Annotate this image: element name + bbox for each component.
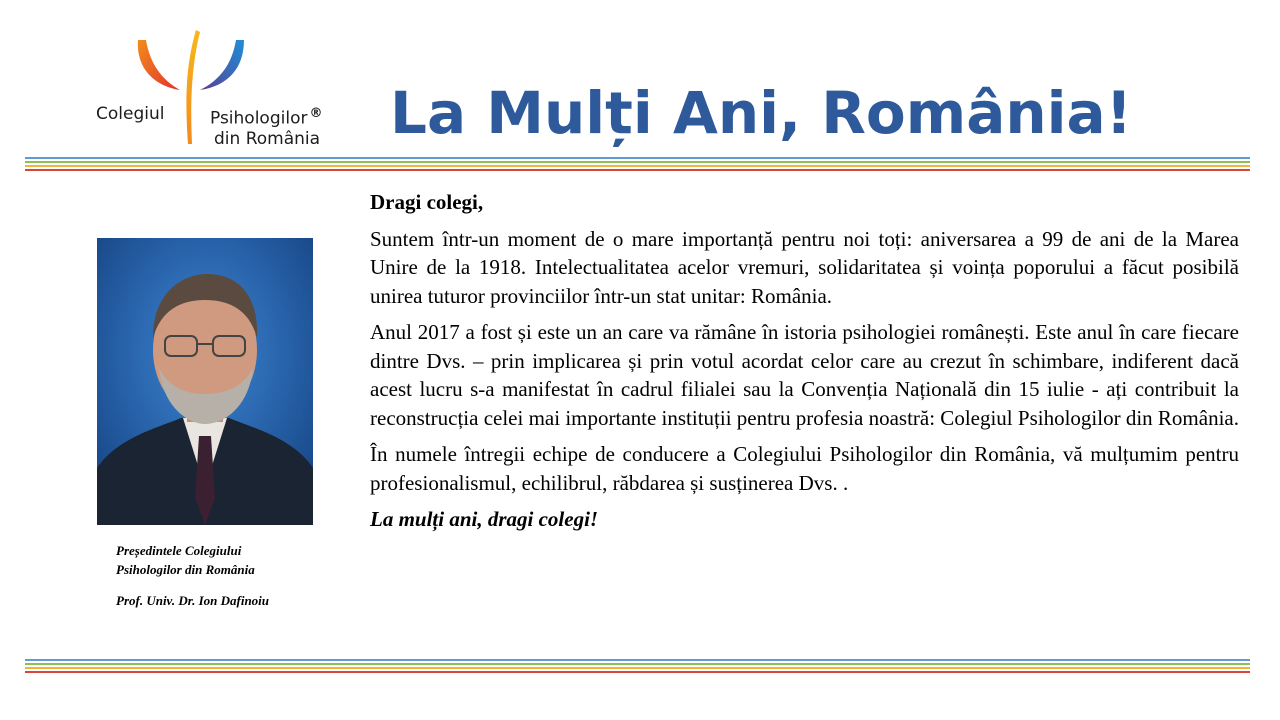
- letter-closing: La mulți ani, dragi colegi!: [370, 507, 599, 531]
- stripe-red: [25, 169, 1250, 171]
- letter-greeting: Dragi colegi,: [370, 190, 484, 214]
- top-divider: [25, 157, 1250, 173]
- caption-line1: Președintele Colegiului: [116, 543, 242, 558]
- letter-paragraph-2: Anul 2017 a fost și este un an care va rămâne în istoria psihologiei românești. Este anul în care fiecare dintre Dvs. – prin implicarea și prin votul acordat celor care au crezut în schimbare, indiferent dacă acest lucru s-a manifestat în cadrul filialei sau la Convenția Națională din 15 iulie - ați contribuit la reconstrucția celei mai importante instituții pentru profesia noastră: Colegiul Psihologilor din România.: [370, 320, 1239, 430]
- stripe-yellow: [25, 165, 1250, 167]
- stripe-red: [25, 671, 1250, 673]
- caption-author-name: Prof. Univ. Dr. Ion Dafinoiu: [116, 593, 270, 608]
- portrait-caption: [116, 541, 336, 610]
- stripe-green: [25, 161, 1250, 163]
- logo-text-line2: din România: [214, 128, 321, 149]
- letter-paragraph-3: În numele întregii echipe de conducere a Colegiului Psihologilor din România, vă mulțumim pentru profesionalismul, echilibrul, răbdarea și susținerea Dvs. .: [370, 442, 1239, 495]
- stripe-blue: [25, 157, 1250, 159]
- page-title: La Mulți Ani, România!: [390, 79, 1133, 147]
- letter-paragraph-1: Suntem într-un moment de o mare importanță pentru noi toți: aniversarea a 99 de ani de la Marea Unire de la 1918. Intelectualitatea acelor vremuri, solidaritatea și voința poporului a făcut posibilă unirea tuturor provinciilor într-un stat unitar: România.: [370, 226, 1239, 308]
- bottom-divider: [25, 659, 1250, 675]
- caption-line2: Psihologilor din România: [116, 562, 255, 577]
- portrait-photo: [97, 238, 313, 525]
- logo-text-colegiul: Colegiul: [96, 104, 165, 124]
- stripe-yellow: [25, 667, 1250, 669]
- letter-body: [370, 188, 1239, 542]
- logo-text-psihologilor: [210, 104, 322, 149]
- logo-text-line1: Psihologilor: [210, 108, 308, 129]
- logo: [92, 28, 342, 148]
- portrait-illustration: [97, 238, 313, 525]
- stripe-green: [25, 663, 1250, 665]
- registered-mark: ®: [309, 106, 323, 121]
- stripe-blue: [25, 659, 1250, 661]
